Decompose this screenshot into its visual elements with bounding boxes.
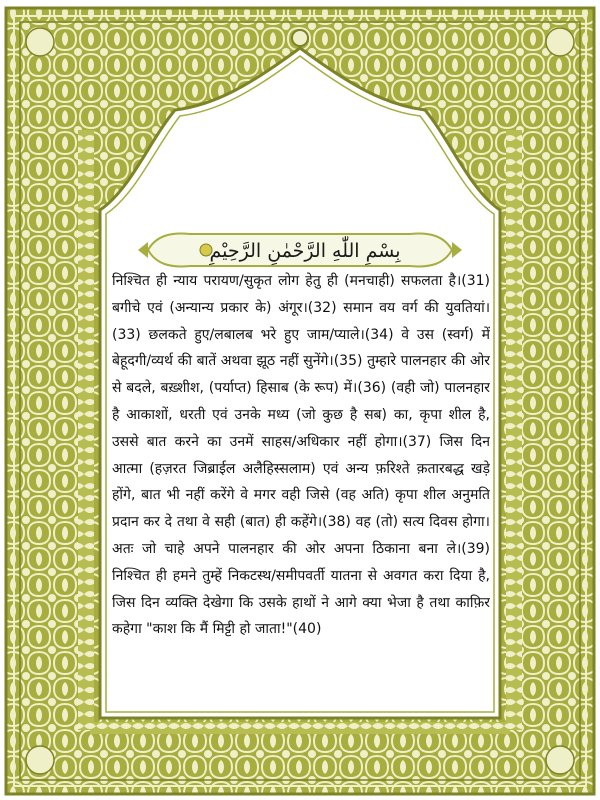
basmala-heading: بِسْمِ اللّٰهِ الرَّحْمٰنِ الرَّحِيْمِ <box>209 240 401 262</box>
verse-translation-text: निश्चित ही न्याय परायण/सुकृत लोग हेतु ही (मनचाही) सफलता है।(31) बगीचे एवं (अन्यान्य प्रकार के) अंगूर।(32) समान वय वर्ग की युवतियां।(33) छलकते हुए/लबालब भरे हुए जाम/प्याले।(34) वे उस (स्वर्ग) में बेहूदगी/व्यर्थ की बातें अथवा झूठ नहीं सुनेंगे।(35) तुम्हारे पालनहार की ओर से बदले, बख़्शीश, (पर्याप्त) हिसाब (के रूप) में।(36) (वही जो) पालनहार है आकाशों, धरती एवं उनके मध्य (जो कुछ है सब) का, कृपा शील है, उससे बात करने का उनमें साहस/अधिकार नहीं होगा।(37) जिस दिन आत्मा (हज़रत जिब्राईल अलैहिस्सलाम) एवं अन्य फ़रिश्ते क़तारबद्ध खड़े होंगे, बात भी नहीं करेंगे वे मगर वही जिसे (वह अति) कृपा शील अनुमति प्रदान कर दे तथा वे सही (बात) ही कहेंगे।(38) वह (तो) सत्य दिवस होगा। अतः जो चाहे अपने पालनहार की ओर अपना ठिकाना बना ले।(39) निश्चित ही हमने तुम्हें निकटस्थ/समीपवर्ती यातना से अवगत करा दिया है, जिस दिन व्यक्ति देखेगा कि उसके हाथों ने आगे क्या भेजा है तथा काफ़िर कहेगा "काश कि मैं मिट्टी हो जाता!"(40) <box>112 273 490 638</box>
